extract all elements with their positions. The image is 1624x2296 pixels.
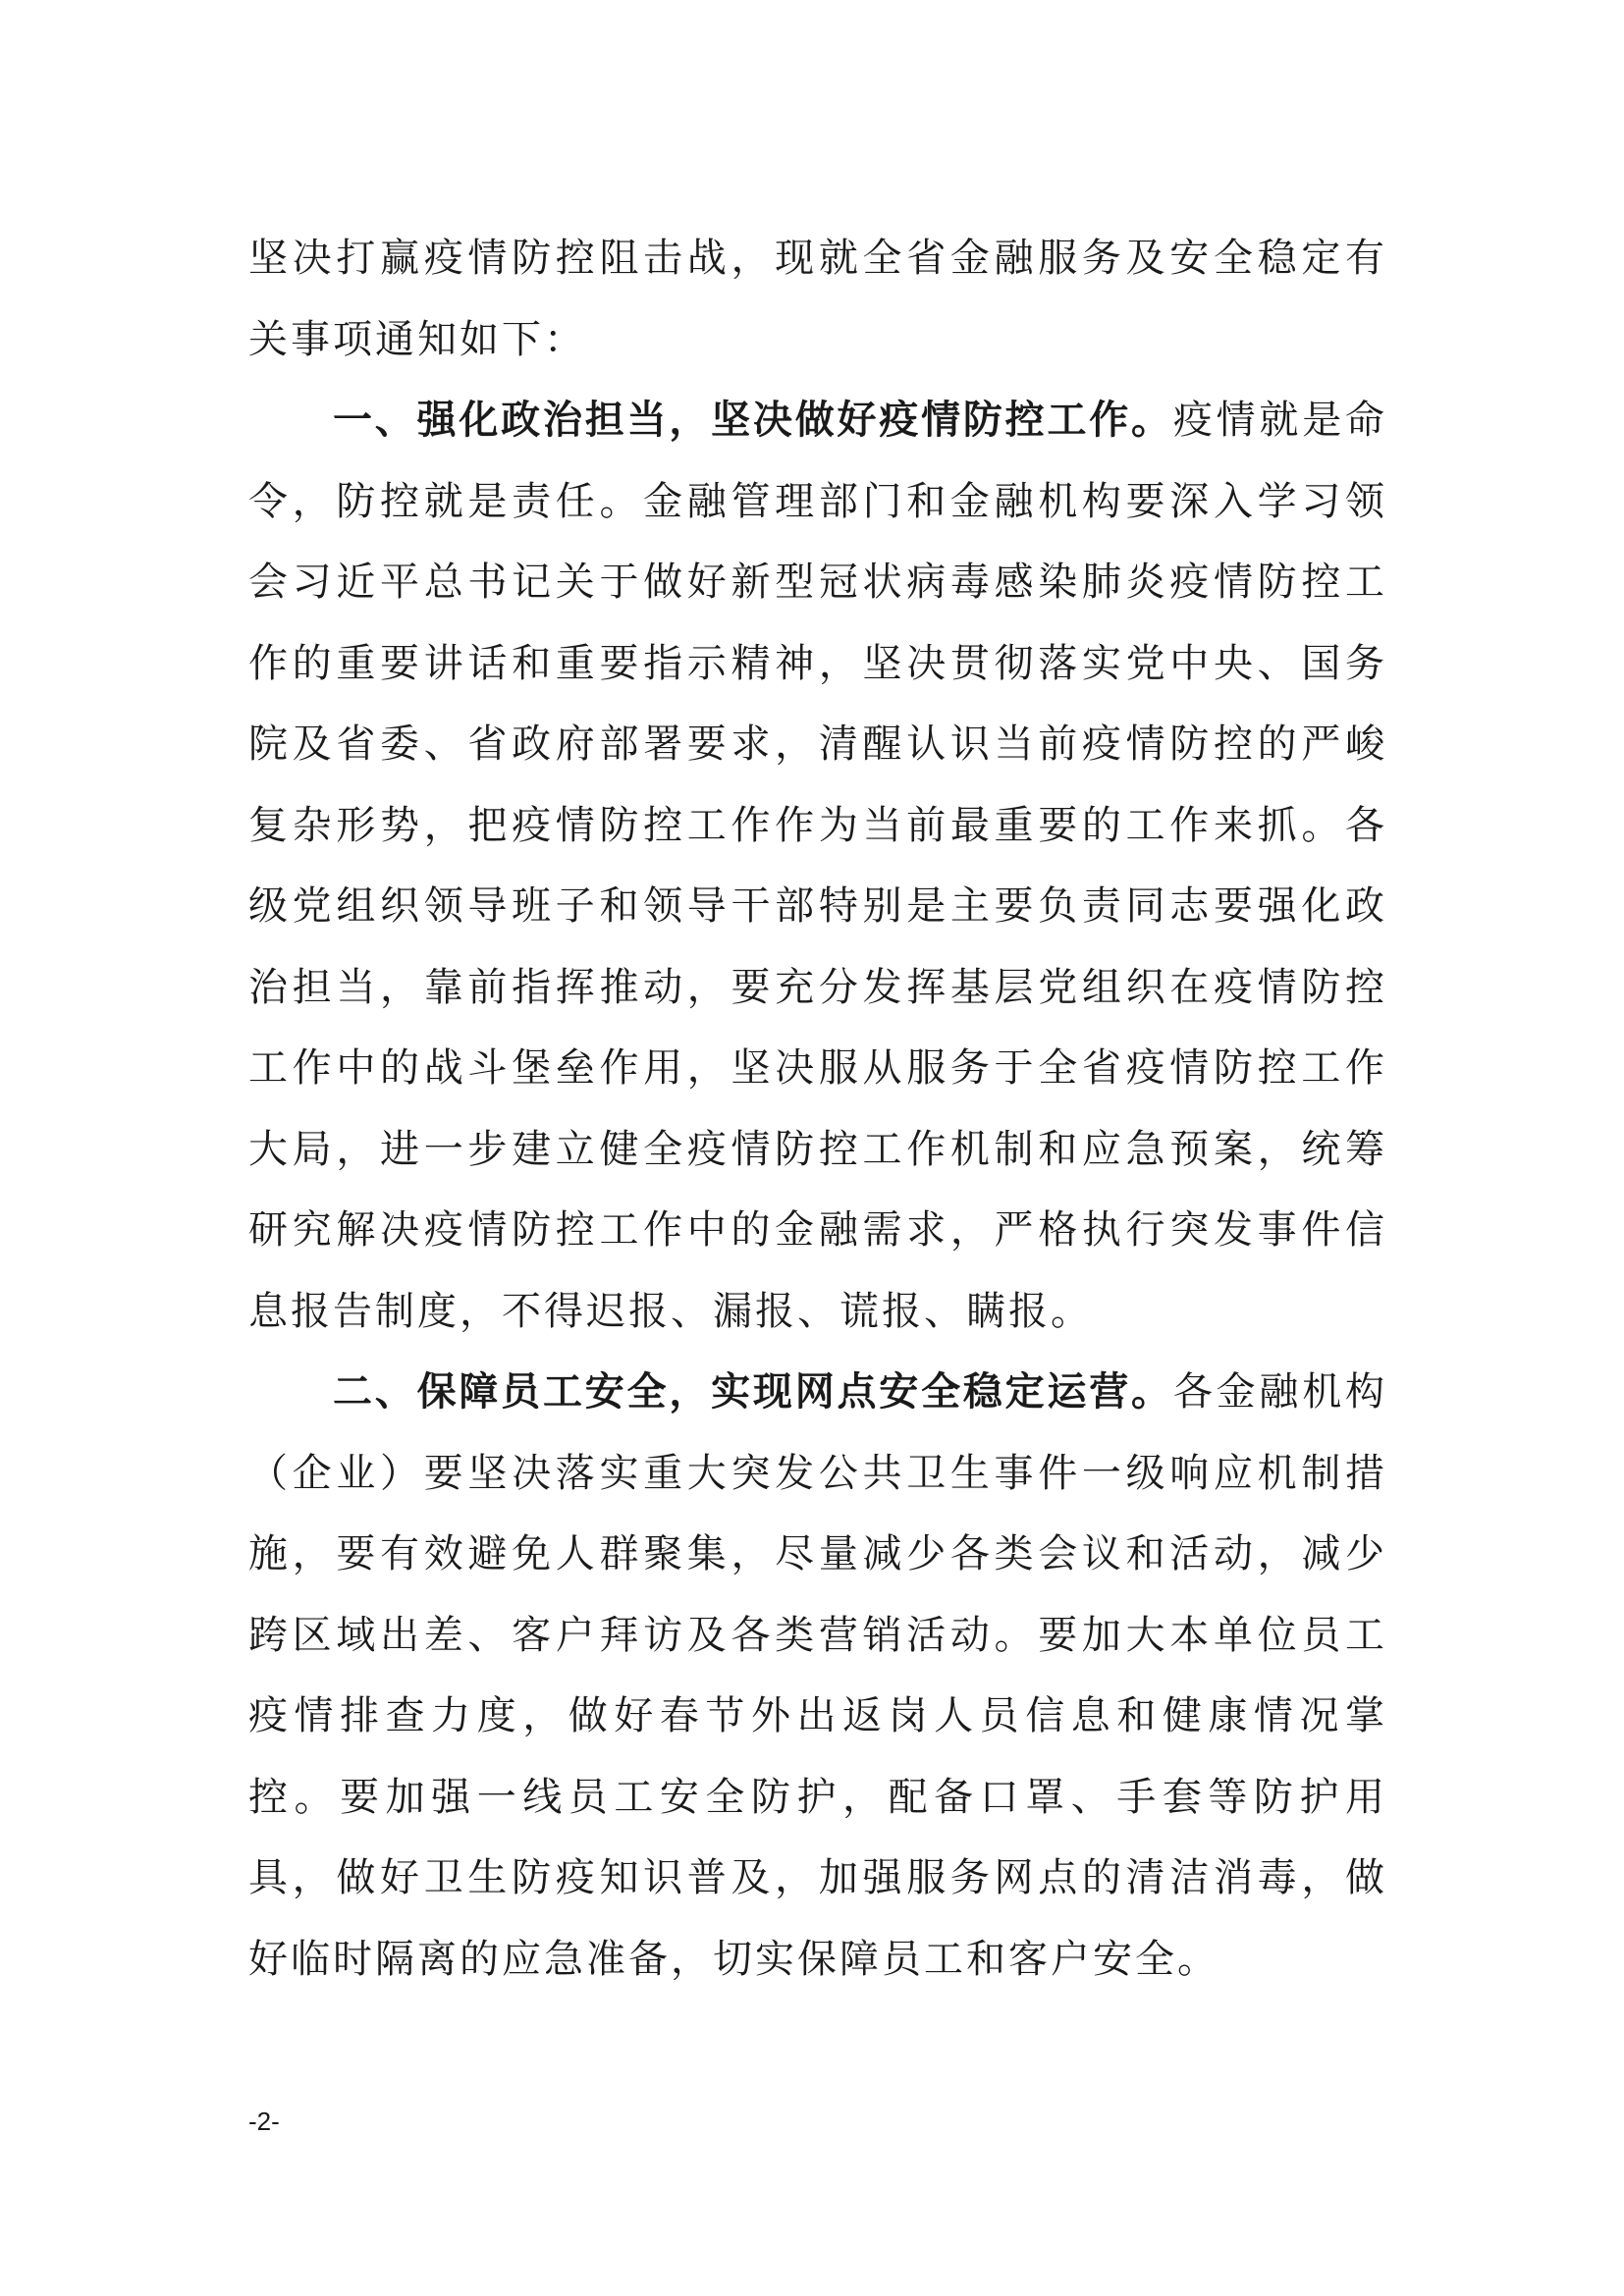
paragraph-intro — [248, 218, 1387, 380]
paragraph-section-1 — [248, 380, 1387, 1352]
section-1-heading: 一、强化政治担当，坚决做好疫情防控工作。 — [333, 398, 1173, 443]
document-body — [248, 218, 1387, 2000]
page-number: -2- — [248, 2107, 280, 2136]
paragraph-intro-text: 坚决打赢疫情防控阻击战，现就全省金融服务及安全稳定有关事项通知如下： — [248, 236, 1387, 362]
paragraph-section-2 — [248, 1352, 1387, 2000]
section-1-text: 疫情就是命令，防控就是责任。金融管理部门和金融机构要深入学习领会习近平总书记关于做好新型冠状病毒感染肺炎疫情防控工作的重要讲话和重要指示精神，坚决贯彻落实党中央、国务院及省委、省政府部署要求，清醒认识当前疫情防控的严峻复杂形势，把疫情防控工作作为当前最重要的工作来抓。各级党组织领导班子和领导干部特别是主要负责同志要强化政治担当，靠前指挥推动，要充分发挥基层党组织在疫情防控工作中的战斗堡垒作用，坚决服从服务于全省疫情防控工作大局，进一步建立健全疫情防控工作机制和应急预案，统筹研究解决疫情防控工作中的金融需求，严格执行突发事件信息报告制度，不得迟报、漏报、谎报、瞒报。 — [248, 398, 1388, 1334]
section-2-heading: 二、保障员工安全，实现网点安全稳定运营。 — [333, 1369, 1173, 1415]
section-2-text: 各金融机构（企业）要坚决落实重大突发公共卫生事件一级响应机制措施，要有效避免人群聚集，尽量减少各类会议和活动，减少跨区域出差、客户拜访及各类营销活动。要加大本单位员工疫情排查力度，做好春节外出返岗人员信息和健康情况掌控。要加强一线员工安全防护，配备口罩、手套等防护用具，做好卫生防疫知识普及，加强服务网点的清洁消毒，做好临时隔离的应急准备，切实保障员工和客户安全。 — [248, 1369, 1388, 1982]
